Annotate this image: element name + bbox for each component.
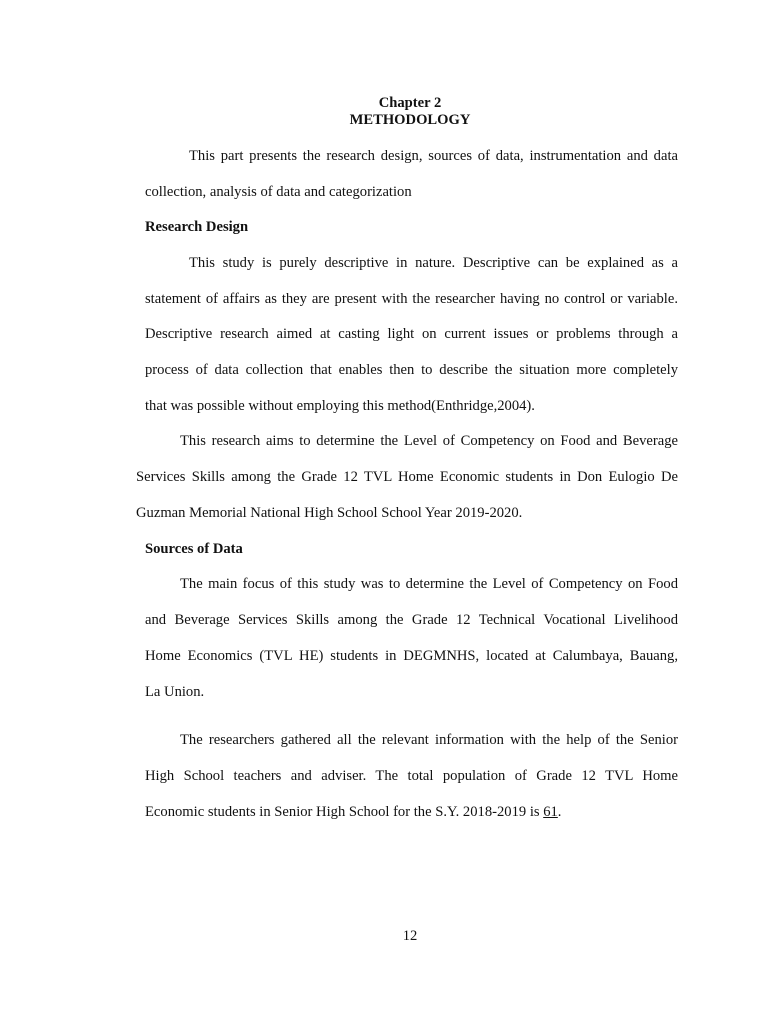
paragraph-line: This research aims to determine the Level of Competency on Food and Beverage bbox=[180, 433, 678, 449]
period: . bbox=[557, 804, 562, 820]
paragraph-text: Economic students in Senior High School for the S.Y. 2018-2019 is bbox=[145, 804, 544, 820]
paragraph-line: Home Economics (TVL HE) students in DEGMNHS, located at Calumbaya, Bauang, bbox=[145, 648, 678, 664]
page-number: 12 bbox=[402, 928, 418, 944]
paragraph-line: Guzman Memorial National High School School Year 2019-2020. bbox=[136, 505, 523, 521]
population-count: 61 bbox=[543, 804, 558, 820]
intro-line: collection, analysis of data and categorization bbox=[145, 184, 412, 200]
paragraph-line: La Union. bbox=[145, 684, 205, 700]
paragraph-line: that was possible without employing this method(Enthridge,2004). bbox=[145, 398, 535, 414]
paragraph-line: The researchers gathered all the relevant information with the help of the Senior bbox=[180, 732, 678, 748]
research-design-heading: Research Design bbox=[145, 219, 249, 235]
paragraph-line: process of data collection that enables then to describe the situation more completely bbox=[145, 362, 678, 378]
chapter-label: Chapter 2 bbox=[378, 95, 442, 111]
paragraph-line: High School teachers and adviser. The total population of Grade 12 TVL Home bbox=[145, 768, 678, 784]
paragraph-line: and Beverage Services Skills among the Grade 12 Technical Vocational Livelihood bbox=[145, 612, 678, 628]
paragraph-line: Services Skills among the Grade 12 TVL Home Economic students in Don Eulogio De bbox=[136, 469, 678, 485]
paragraph-line: Descriptive research aimed at casting light on current issues or problems through a bbox=[145, 326, 678, 342]
intro-line: This part presents the research design, sources of data, instrumentation and data bbox=[189, 148, 678, 164]
paragraph-line: The main focus of this study was to determine the Level of Competency on Food bbox=[180, 576, 678, 592]
paragraph-line: statement of affairs as they are present with the researcher having no control or variable. bbox=[145, 291, 678, 307]
paragraph-line bbox=[145, 803, 561, 821]
section-title: METHODOLOGY bbox=[349, 112, 471, 128]
paragraph-line: This study is purely descriptive in nature. Descriptive can be explained as a bbox=[189, 255, 678, 271]
sources-of-data-heading: Sources of Data bbox=[145, 541, 243, 557]
